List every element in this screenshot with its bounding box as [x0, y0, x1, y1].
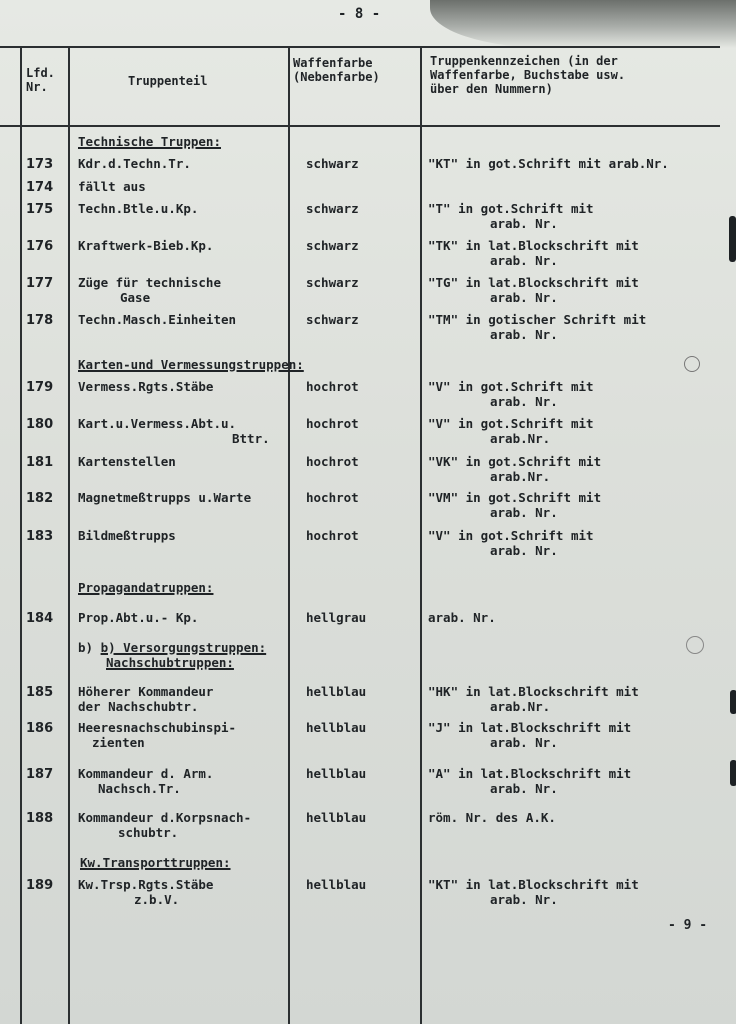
column-rule-nr — [68, 46, 70, 1024]
row-troop-mark: "V" in got.Schrift mit arab.Nr. — [428, 416, 594, 446]
row-unit: Kartenstellen — [78, 454, 176, 469]
row-unit: Vermess.Rgts.Stäbe — [78, 379, 214, 394]
row-number: 182 — [26, 491, 54, 506]
page-number-bottom: - 9 - — [668, 918, 708, 933]
row-number: 187 — [26, 767, 54, 782]
row-number: 177 — [26, 276, 54, 291]
row-weapon-color: hellgrau — [306, 610, 367, 625]
row-weapon-color: schwarz — [306, 156, 359, 171]
row-troop-mark: "J" in lat.Blockschrift mit arab. Nr. — [428, 720, 632, 750]
row-number: 173 — [26, 157, 54, 172]
edge-mark — [730, 690, 736, 714]
header-mark: Truppenkennzeichen (in der Waffenfarbe, Buchstabe usw. über den Nummern) — [430, 54, 626, 96]
row-weapon-color: hellblau — [306, 810, 367, 825]
row-unit: fällt aus — [78, 179, 146, 194]
row-weapon-color: hochrot — [306, 454, 359, 469]
scan-mark — [684, 356, 700, 372]
row-troop-mark: "HK" in lat.Blockschrift mit arab.Nr. — [428, 684, 639, 714]
row-weapon-color: hellblau — [306, 720, 367, 735]
row-unit: Magnetmeßtrupps u.Warte — [78, 490, 252, 505]
row-number: 179 — [26, 380, 54, 395]
row-troop-mark: "VM" in got.Schrift mit arab. Nr. — [428, 490, 602, 520]
row-unit: Kw.Trsp.Rgts.Stäbe z.b.V. — [78, 877, 214, 907]
row-number: 175 — [26, 202, 54, 217]
row-troop-mark: "KT" in got.Schrift mit arab.Nr. — [428, 156, 669, 171]
header-bottom-rule — [0, 125, 720, 127]
row-unit: Züge für technische Gase — [78, 275, 221, 305]
row-troop-mark: "TM" in gotischer Schrift mit arab. Nr. — [428, 312, 647, 342]
row-unit: Bildmeßtrupps — [78, 528, 176, 543]
row-number: 185 — [26, 685, 54, 700]
edge-mark — [729, 216, 736, 262]
page-number-top: - 8 - — [338, 6, 381, 22]
row-unit: Kommandeur d.Korpsnach- schubtr. — [78, 810, 252, 840]
edge-mark — [730, 760, 736, 786]
row-weapon-color: schwarz — [306, 275, 359, 290]
section-propaganda: Propagandatruppen: — [78, 580, 214, 595]
row-unit: Techn.Btle.u.Kp. — [78, 201, 199, 216]
row-number: 188 — [26, 811, 54, 826]
row-number: 181 — [26, 455, 54, 470]
row-unit: Kart.u.Vermess.Abt.u. Bttr. — [78, 416, 270, 446]
column-rule-color — [420, 46, 422, 1024]
row-number: 180 — [26, 417, 54, 432]
header-unit: Truppenteil — [128, 74, 208, 88]
row-troop-mark: "VK" in got.Schrift mit arab.Nr. — [428, 454, 602, 484]
row-unit: Heeresnachschubinspi- zienten — [78, 720, 237, 750]
row-number: 178 — [26, 313, 54, 328]
row-troop-mark: arab. Nr. — [428, 610, 496, 625]
row-unit: Kdr.d.Techn.Tr. — [78, 156, 191, 171]
row-number: 189 — [26, 878, 54, 893]
section-kw-transport: Kw.Transporttruppen: — [80, 855, 231, 870]
row-troop-mark: "V" in got.Schrift mit arab. Nr. — [428, 379, 594, 409]
row-number: 186 — [26, 721, 54, 736]
row-unit: Techn.Masch.Einheiten — [78, 312, 237, 327]
column-rule-left — [20, 46, 22, 1024]
row-weapon-color: hellblau — [306, 766, 367, 781]
row-weapon-color: schwarz — [306, 312, 359, 327]
row-weapon-color: hochrot — [306, 528, 359, 543]
row-weapon-color: schwarz — [306, 201, 359, 216]
table-top-rule — [0, 46, 720, 48]
header-color: Waffenfarbe (Nebenfarbe) — [293, 56, 380, 84]
row-number: 174 — [26, 180, 54, 195]
section-technische-truppen: Technische Truppen: — [78, 134, 221, 149]
scan-mark — [686, 636, 704, 654]
row-number: 176 — [26, 239, 54, 254]
header-nr: Lfd. Nr. — [26, 66, 55, 94]
row-number: 183 — [26, 529, 54, 544]
row-number: 184 — [26, 611, 54, 626]
row-troop-mark: "A" in lat.Blockschrift mit arab. Nr. — [428, 766, 632, 796]
row-weapon-color: schwarz — [306, 238, 359, 253]
row-troop-mark: "TG" in lat.Blockschrift mit arab. Nr. — [428, 275, 639, 305]
row-unit: Kraftwerk-Bieb.Kp. — [78, 238, 214, 253]
row-weapon-color: hochrot — [306, 379, 359, 394]
row-weapon-color: hellblau — [306, 684, 367, 699]
row-troop-mark: "TK" in lat.Blockschrift mit arab. Nr. — [428, 238, 639, 268]
row-troop-mark: "KT" in lat.Blockschrift mit arab. Nr. — [428, 877, 639, 907]
section-versorgung: b) b) Versorgungstruppen: Nachschubtruppen: — [78, 640, 267, 670]
row-weapon-color: hochrot — [306, 416, 359, 431]
row-troop-mark: "V" in got.Schrift mit arab. Nr. — [428, 528, 594, 558]
section-karten-vermessung: Karten-und Vermessungstruppen: — [78, 357, 304, 372]
row-unit: Prop.Abt.u.- Kp. — [78, 610, 199, 625]
row-troop-mark: röm. Nr. des A.K. — [428, 810, 556, 825]
row-unit: Kommandeur d. Arm. Nachsch.Tr. — [78, 766, 214, 796]
row-weapon-color: hellblau — [306, 877, 367, 892]
row-weapon-color: hochrot — [306, 490, 359, 505]
row-unit: Höherer Kommandeur der Nachschubtr. — [78, 684, 214, 714]
column-rule-unit — [288, 46, 290, 1024]
row-troop-mark: "T" in got.Schrift mit arab. Nr. — [428, 201, 594, 231]
